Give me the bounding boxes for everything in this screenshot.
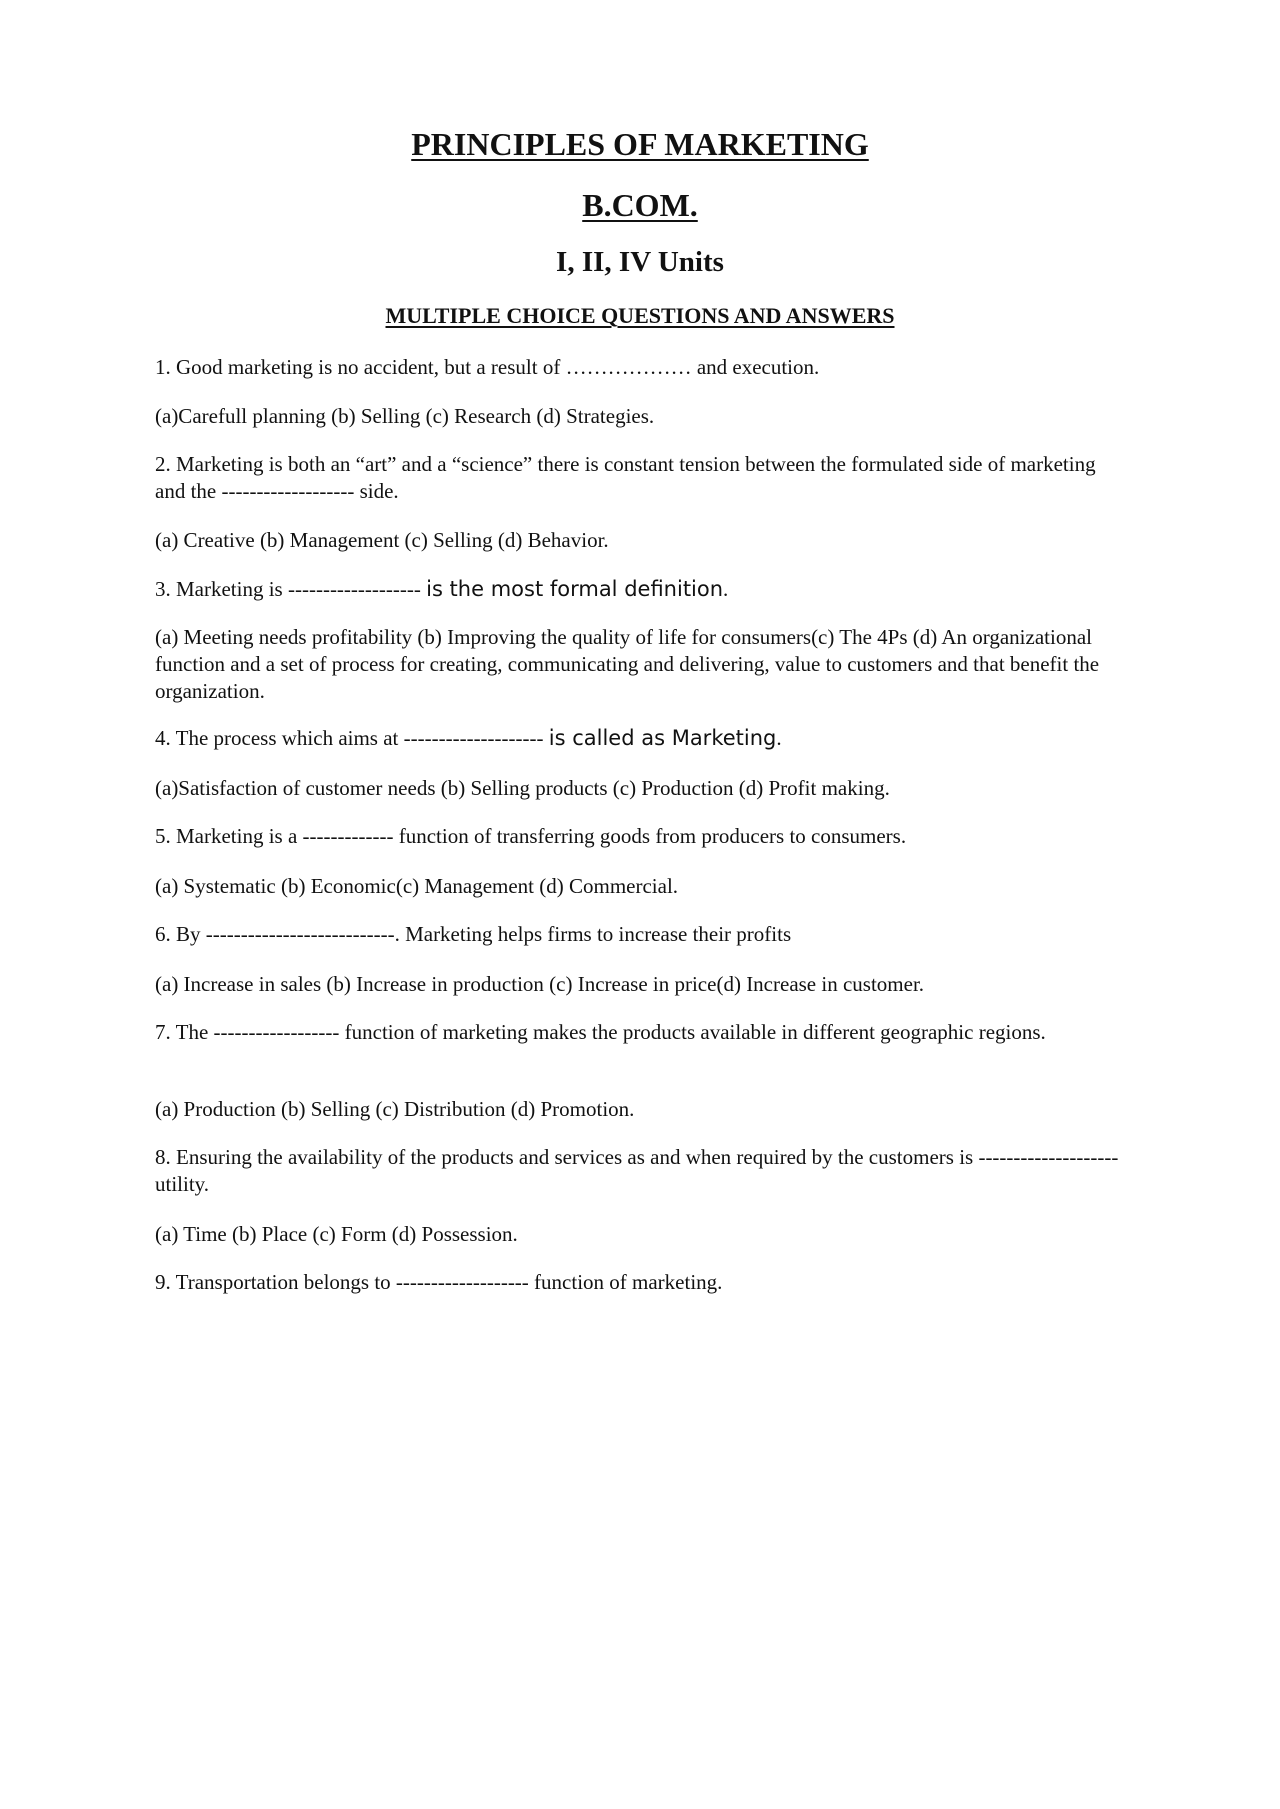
section-title: MULTIPLE CHOICE QUESTIONS AND ANSWERS [385,303,895,328]
question-4-options: (a)Satisfaction of customer needs (b) Selling products (c) Production (d) Profit making. [155,776,890,800]
question-4: 4. The process which aims at -------------------- is called as Marketing. [155,726,782,750]
course-name: B.COM. [582,187,698,223]
question-5: 5. Marketing is a ------------- function of transferring goods from producers to consumers. [155,824,907,848]
question-8-options: (a) Time (b) Place (c) Form (d) Possession. [155,1222,518,1246]
question-2: 2. Marketing is both an “art” and a “science” there is constant tension between the formulated side of marketing and the ------------------- side. [155,452,1096,503]
question-1-options: (a)Carefull planning (b) Selling (c) Research (d) Strategies. [155,404,655,428]
question-7: 7. The ------------------ function of marketing makes the products available in different geographic regions. [155,1020,1046,1044]
question-6-options: (a) Increase in sales (b) Increase in production (c) Increase in price(d) Increase in customer. [155,972,925,996]
question-3-options: (a) Meeting needs profitability (b) Improving the quality of life for consumers(c) The 4Ps (d) An organizational function and a set of process for creating, communicating and delivering, value to customers and that benefit the organization. [155,625,1100,703]
question-7-options: (a) Production (b) Selling (c) Distribution (d) Promotion. [155,1097,635,1121]
question-1: 1. Good marketing is no accident, but a result of ……………… and execution. [155,355,820,379]
question-6: 6. By ---------------------------. Marketing helps firms to increase their profits [155,922,792,946]
question-5-options: (a) Systematic (b) Economic(c) Management (d) Commercial. [155,874,679,898]
document-title: PRINCIPLES OF MARKETING [411,126,869,162]
question-8: 8. Ensuring the availability of the products and services as and when required by the customers is -------------------- utility. [155,1145,1119,1196]
question-3: 3. Marketing is ------------------- is the most formal definition. [155,577,729,601]
question-2-options: (a) Creative (b) Management (c) Selling (d) Behavior. [155,528,609,552]
units-heading: I, II, IV Units [556,246,724,278]
question-9: 9. Transportation belongs to ------------------- function of marketing. [155,1270,723,1294]
